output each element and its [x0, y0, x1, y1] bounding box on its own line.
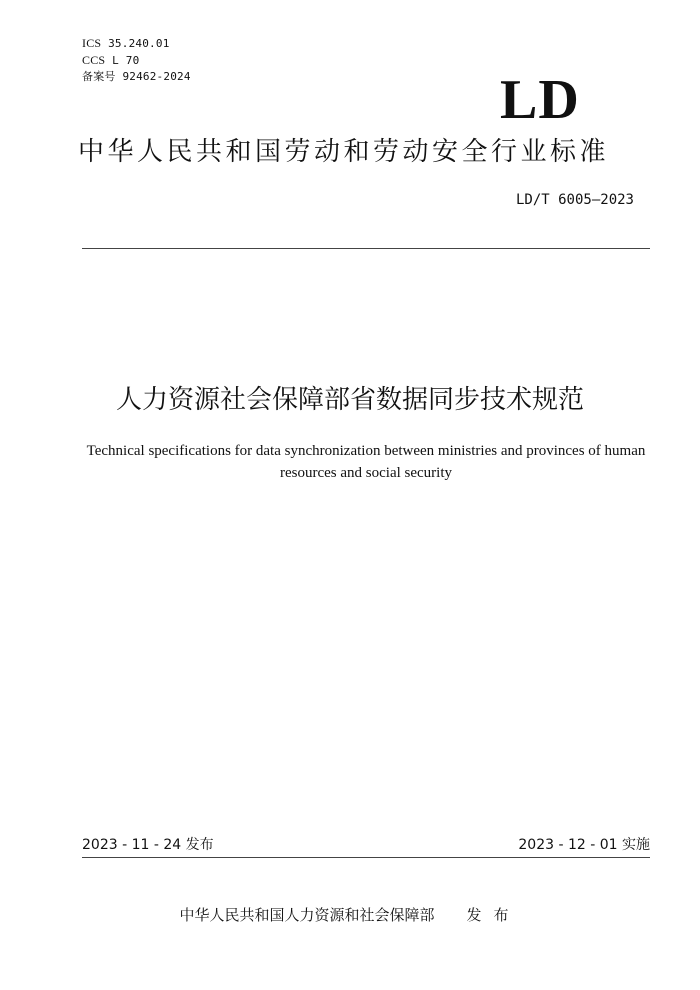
- issue-date: 2023 - 11 - 24 发布: [82, 837, 214, 853]
- ld-logo: LD: [500, 69, 580, 131]
- filing-label: 备案号: [82, 70, 116, 83]
- date-row: [82, 834, 650, 856]
- filing-line: [82, 70, 191, 84]
- top-divider: [82, 248, 650, 249]
- publisher-row: [0, 904, 700, 926]
- filing-value: 92462-2024: [122, 70, 191, 83]
- bottom-divider: [82, 857, 650, 858]
- document-title-en: Technical specifications for data synchronization between ministries and provinces of human resources and social security: [86, 443, 646, 481]
- standard-category-title: 中华人民共和国劳动和劳动安全行业标准: [78, 137, 610, 167]
- standard-code: LD/T 6005—2023: [515, 192, 634, 208]
- publisher-name: 中华人民共和国人力资源和社会保障部: [179, 906, 435, 924]
- document-title-zh: 人力资源社会保障部省数据同步技术规范: [115, 385, 584, 415]
- ccs-line: [82, 53, 139, 68]
- ccs-value: L 70: [112, 54, 140, 67]
- implementation-date: 2023 - 12 - 01 实施: [518, 837, 650, 853]
- ics-value: 35.240.01: [108, 37, 170, 50]
- ics-line: [82, 36, 170, 51]
- ics-label: ICS: [82, 36, 102, 50]
- publisher-action: 发布: [466, 906, 521, 924]
- ccs-label: CCS: [82, 53, 106, 67]
